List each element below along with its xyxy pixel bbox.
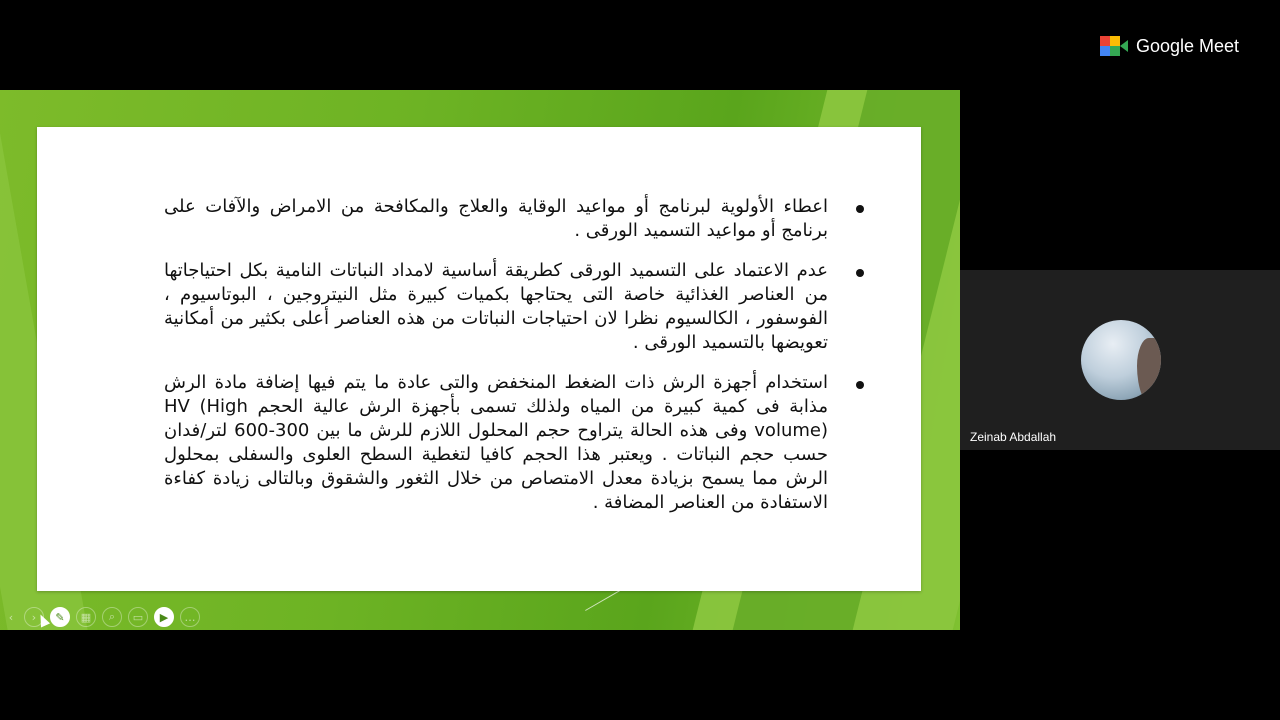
bullet-dot-icon <box>856 269 864 277</box>
bullet-text: عدم الاعتماد على التسميد الورقى كطريقة أساسية لامداد النباتات النامية بكل احتياجاتها من العناصر الغذائية خاصة التى يحتاجها بكميات كبيرة مثل النيتروجين ، البوتاسيوم ، الفوسفور ، الكالسيوم نظرا لان احتياجات النباتات من هذه العناصر أعلى بكثير من أمكانية تعويضها بالتسميد الورقى . <box>164 260 828 353</box>
slides-grid-icon[interactable]: ▦ <box>76 607 96 627</box>
google-meet-logo-icon <box>1100 34 1128 58</box>
pen-icon[interactable]: ✎ <box>50 607 70 627</box>
bullet-item <box>164 195 864 243</box>
bullet-text: اعطاء الأولوية لبرنامج أو مواعيد الوقاية والعلاج والمكافحة من الامراض والآفات على برنامج أو مواعيد التسميد الورقى . <box>164 196 828 241</box>
bullet-dot-icon <box>856 205 864 213</box>
slideshow-controls <box>0 603 224 631</box>
meet-brand <box>1100 34 1239 58</box>
bullet-list <box>164 195 864 531</box>
camera-icon[interactable]: ▶ <box>154 607 174 627</box>
bullet-item <box>164 371 864 515</box>
subtitles-icon[interactable]: ▭ <box>128 607 148 627</box>
participant-name: Zeinab Abdallah <box>970 430 1057 444</box>
zoom-icon[interactable]: ⌕ <box>102 607 122 627</box>
brand-name: Google Meet <box>1136 35 1240 56</box>
participant-tile[interactable] <box>960 270 1280 450</box>
bullet-item <box>164 259 864 355</box>
next-slide-icon[interactable]: › <box>24 607 44 627</box>
presentation-slide <box>0 90 960 630</box>
slide-content-card <box>37 127 921 591</box>
bullet-dot-icon <box>856 381 864 389</box>
bullet-text: استخدام أجهزة الرش ذات الضغط المنخفض والتى عادة ما يتم فيها إضافة مادة الرش مذابة فى كمية كبيرة من المياه ولذلك تسمى بأجهزة الرش عالية الحجم HV (High volume) وفى هذه الحالة يتراوح حجم المحلول اللازم للرش ما بين 300-600 لتر/فدان حسب حجم النباتات . ويعتبر هذا الحجم كافيا لتغطية السطح العلوى والسفلى بمحلول الرش مما يسمح بزيادة معدل الامتصاص من خلال الثغور والشقوق وبالتالى زيادة كفاءة الاستفادة من العناصر المضافة . <box>164 372 829 513</box>
avatar <box>1081 320 1161 400</box>
previous-slide-icon[interactable]: ‹ <box>8 610 14 624</box>
more-options-icon[interactable]: … <box>180 607 200 627</box>
